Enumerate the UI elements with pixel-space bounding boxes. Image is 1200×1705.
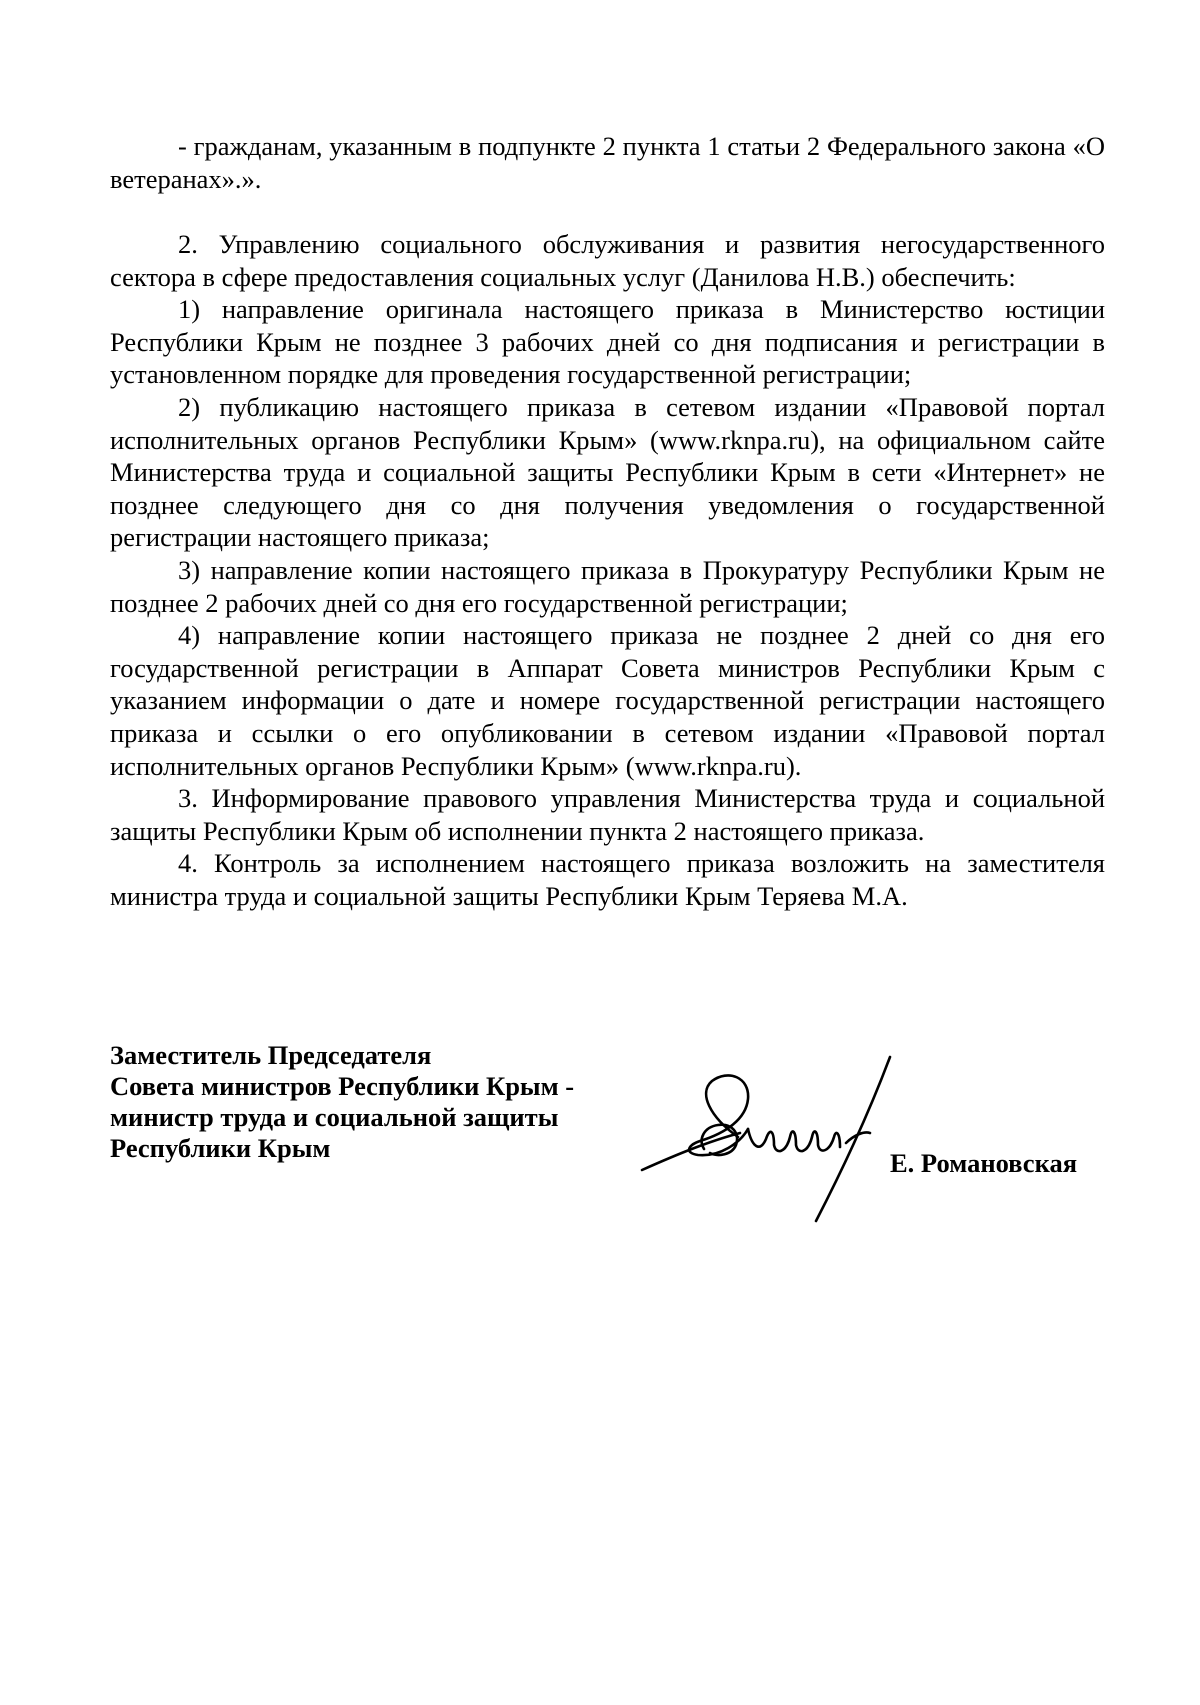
handwritten-signature <box>640 1055 910 1225</box>
signatory-title-line: Республики Крым <box>110 1133 331 1163</box>
paragraph-subitem-4: 4) направление копии настоящего приказа не позднее 2 дней со дня его государственной регистрации в Аппарат Совета министров Республики Крым с указанием информации о дате и номере государственной регистрации настоящего приказа и ссылки о его опубликовании в сетевом издании «Правовой портал исполнительных органов Республики Крым» (www.rknpa.ru). <box>110 620 1105 781</box>
paragraph-item-3: 3. Информирование правового управления Министерства труда и социальной защиты Республики Крым об исполнении пункта 2 настоящего приказа. <box>110 783 1105 846</box>
signatory-title <box>110 1040 630 1164</box>
intro-text-block <box>110 130 1105 195</box>
intro-paragraph: - гражданам, указанным в подпункте 2 пункта 1 статьи 2 Федерального закона «О ветеранах».». <box>110 131 1105 194</box>
paragraph-item-4: 4. Контроль за исполнением настоящего приказа возложить на заместителя министра труда и социальной защиты Республики Крым Теряева М.А. <box>110 848 1105 911</box>
signatory-title-line: Совета министров Республики Крым - <box>110 1071 575 1101</box>
paragraph-subitem-2: 2) публикацию настоящего приказа в сетевом издании «Правовой портал исполнительных органов Республики Крым» (www.rknpa.ru), на официальном сайте Министерства труда и социальной защиты Республики Крым в сети «Интернет» не позднее следующего дня со дня получения уведомления о государственной регистрации настоящего приказа; <box>110 391 1105 553</box>
paragraph-subitem-1: 1) направление оригинала настоящего приказа в Министерство юстиции Республики Крым не позднее 3 рабочих дней со дня подписания и регистрации в установленном порядке для проведения государственной регистрации; <box>110 294 1105 390</box>
paragraph-item-2: 2. Управлению социального обслуживания и развития негосударственного сектора в сфере предоставления социальных услуг (Данилова Н.В.) обеспечить: <box>110 229 1105 292</box>
signatory-title-line: министр труда и социальной защиты <box>110 1102 559 1132</box>
paragraph-subitem-3: 3) направление копии настоящего приказа в Прокуратуру Республики Крым не позднее 2 рабочих дней со дня его государственной регистрации; <box>110 554 1105 618</box>
signatory-title-line: Заместитель Председателя <box>110 1040 432 1070</box>
signatory-name: Е. Романовская <box>890 1148 1078 1178</box>
main-text-block <box>110 228 1105 912</box>
